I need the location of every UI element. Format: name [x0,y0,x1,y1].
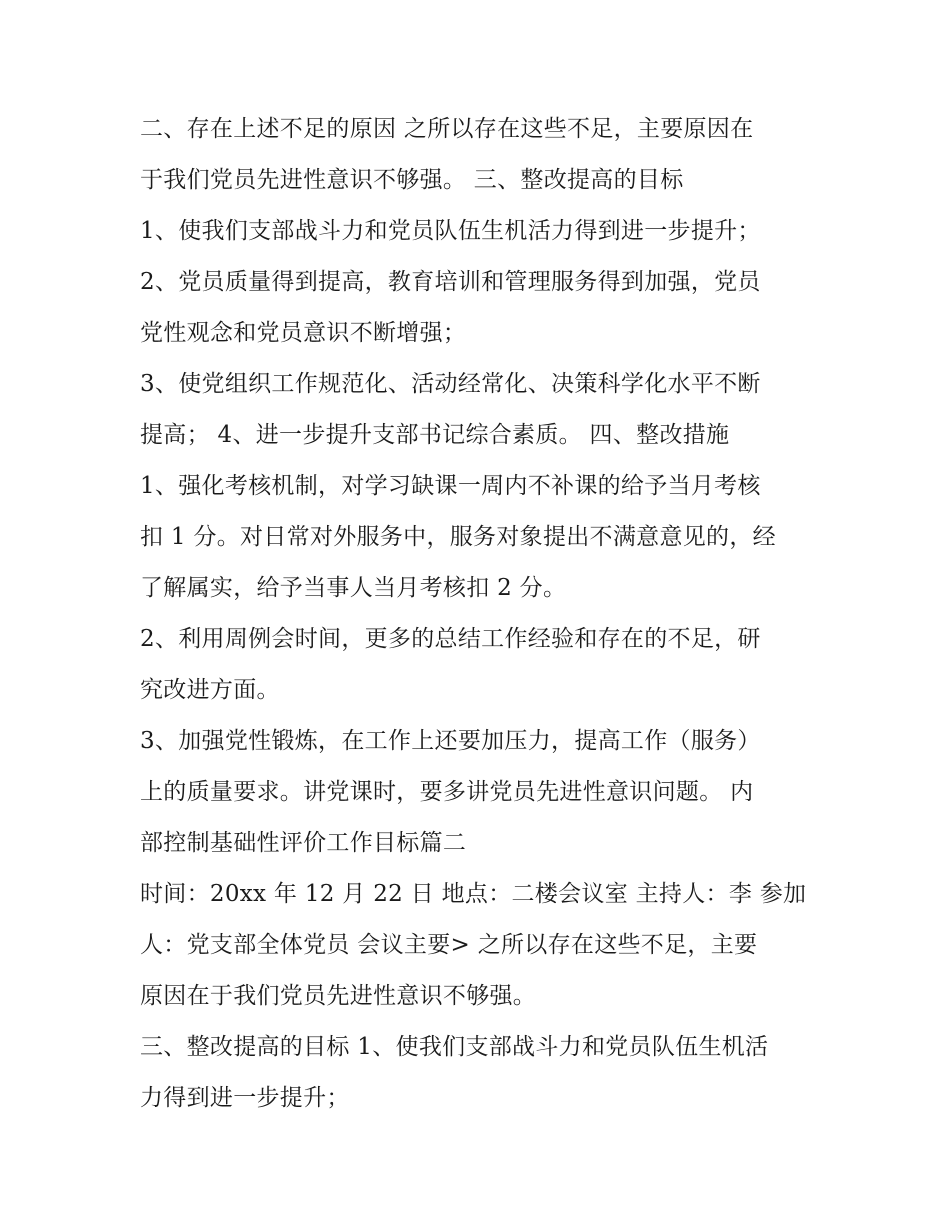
text-line: 了解属实，给予当事人当月考核扣 2 分。 [140,575,567,601]
text-line: 力得到进一步提升； [140,1085,350,1111]
paragraph [140,869,820,1022]
text-line: 2、利用周例会时间，更多的总结工作经验和存在的不足，研 [140,626,761,652]
text-line: 部控制基础性评价工作目标篇二 [140,830,467,856]
paragraph [140,359,820,461]
text-line: 人：党支部全体党员 会议主要> 之所以存在这些不足，主要 [140,932,758,958]
text-line: 于我们党员先进性意识不够强。 三、整改提高的目标 [140,167,684,193]
text-line: 1、强化考核机制，对学习缺课一周内不补课的给予当月考核 [140,473,761,499]
text-line: 1、使我们支部战斗力和党员队伍生机活力得到进一步提升； [140,218,761,244]
paragraph [140,257,820,359]
text-line: 原因在于我们党员先进性意识不够强。 [140,983,537,1009]
text-line: 究改进方面。 [140,677,280,703]
text-line: 上的质量要求。讲党课时，要多讲党员先进性意识问题。 内 [140,779,754,805]
text-line: 3、加强党性锻炼，在工作上还要加压力，提高工作（服务） [140,728,761,754]
text-line: 扣 1 分。对日常对外服务中，服务对象提出不满意意见的，经 [140,524,776,550]
text-line: 党性观念和党员意识不断增强； [140,320,467,346]
document-body [140,104,820,1124]
text-line: 时间：20xx 年 12 月 22 日 地点：二楼会议室 主持人：李 参加 [140,881,807,907]
paragraph [140,716,820,869]
text-line: 二、存在上述不足的原因 之所以存在这些不足，主要原因在 [140,116,754,142]
text-line: 3、使党组织工作规范化、活动经常化、决策科学化水平不断 [140,371,761,397]
text-line: 2、党员质量得到提高，教育培训和管理服务得到加强，党员 [140,269,761,295]
paragraph [140,104,820,206]
paragraph [140,1022,820,1124]
text-line: 提高； 4、进一步提升支部书记综合素质。 四、整改措施 [140,422,730,448]
paragraph [140,206,820,257]
paragraph [140,461,820,614]
paragraph [140,614,820,716]
text-line: 三、整改提高的目标 1、使我们支部战斗力和党员队伍生机活 [140,1034,769,1060]
